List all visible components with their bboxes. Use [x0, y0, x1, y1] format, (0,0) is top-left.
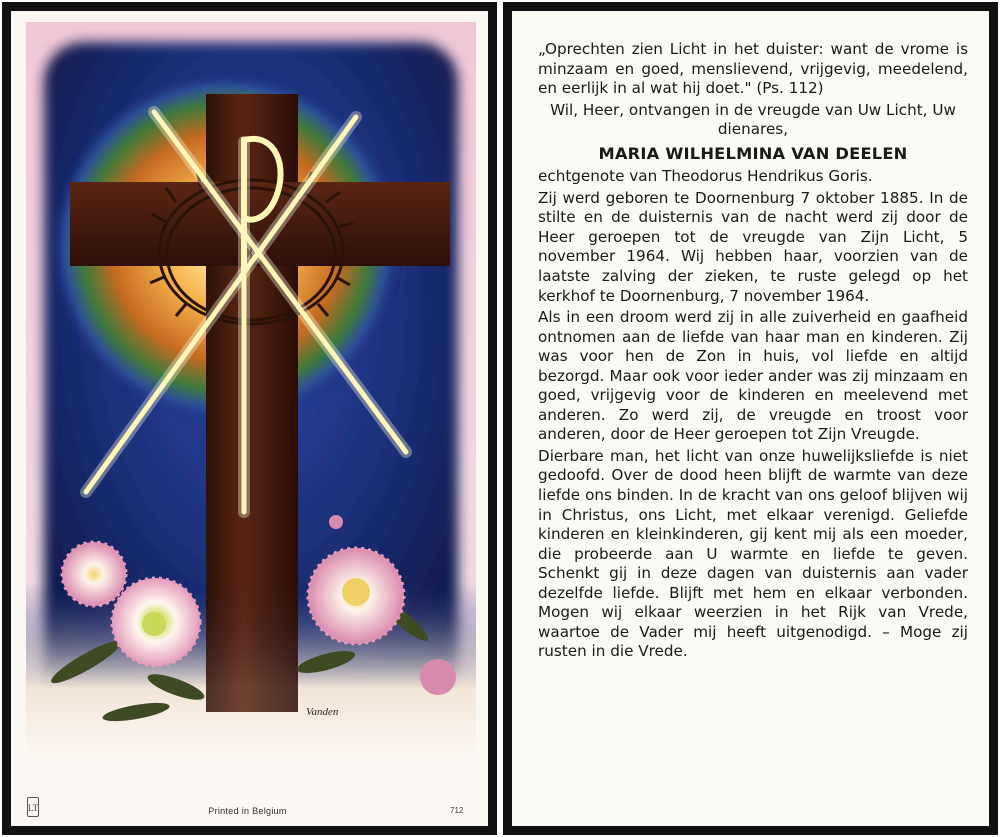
spouse-line: echtgenote van Theodorus Hendrikus Goris. [538, 167, 873, 186]
psalm-quote: „Oprechten zien Licht in het duister: want de vrome is minzaam en goed, menslievend, vrijgevig, meedelend, en eerlijk in al wat hij doet." (Ps. 112) [538, 40, 968, 98]
publisher-logo: LT [27, 797, 39, 817]
cross-base [206, 582, 298, 712]
biography-paragraph: Zij werd geboren te Doornenburg 7 oktober 1885. In de stilte en de duisternis van de nacht werd zij door de Heer geroepen tot de vreugde van Zijn Licht, 5 november 1964. Wij hebben haar, voorzien van de laatste zalving der zieken, te ruste gelegd op het kerkhof te Doornenburg, 7 november 1964. [538, 188, 968, 305]
tribute-paragraph: Als in een droom werd zij in alle zuiverheid en gaafheid ontnomen aan de liefde van haar man en kinderen. Zij was voor hen de Zon in huis, vol liefde en altijd bezorgd. Maar ook voor ieder ander was zij minzaam en goed, vrijgevig voor de kinderen en meelevend met anderen. Zo werd zij, de vreugde en troost voor anderen, door de Heer geroepen tot Zijn Vreugde. [538, 308, 968, 444]
deceased-name: MARIA WILHELMINA VAN DEELEN [598, 143, 908, 163]
cross-illustration [26, 22, 476, 760]
cross-illustration-svg [26, 22, 476, 760]
chrysanthemum-right [308, 548, 404, 644]
card-number: 712 [450, 806, 464, 815]
artist-signature: Vanden [306, 706, 339, 718]
chrysanthemum-left [112, 578, 200, 666]
printed-in-label: Printed in Belgium [208, 806, 287, 816]
farewell-paragraph: Dierbare man, het licht van onze huwelijksliefde is niet gedoofd. Over de dood heen blijft de warmte van deze liefde ons binden. In de kracht van ons geloof blijven wij in Christus, ons Licht, met elkaar verenigd. Geliefde kinderen en kleinkinderen, gij kent mij als een moeder, die probeerde aan U warmte en liefde te geven. Schenkt gij in deze dagen van duisternis aan vader dezelfde liefde. Blijft met hem en elkaar verbonden. Mogen wij elkaar weerzien in het Rijk van Vrede, waartoe de Vader mij heeft uitgenodigd. – Moge zij rusten in die Vrede. [538, 446, 968, 661]
prayer-line: Wil, Heer, ontvangen in de vreugde van Uw Licht, Uw dienares, [550, 100, 956, 139]
chrysanthemum-left-top [62, 542, 126, 606]
memorial-text [538, 40, 968, 664]
